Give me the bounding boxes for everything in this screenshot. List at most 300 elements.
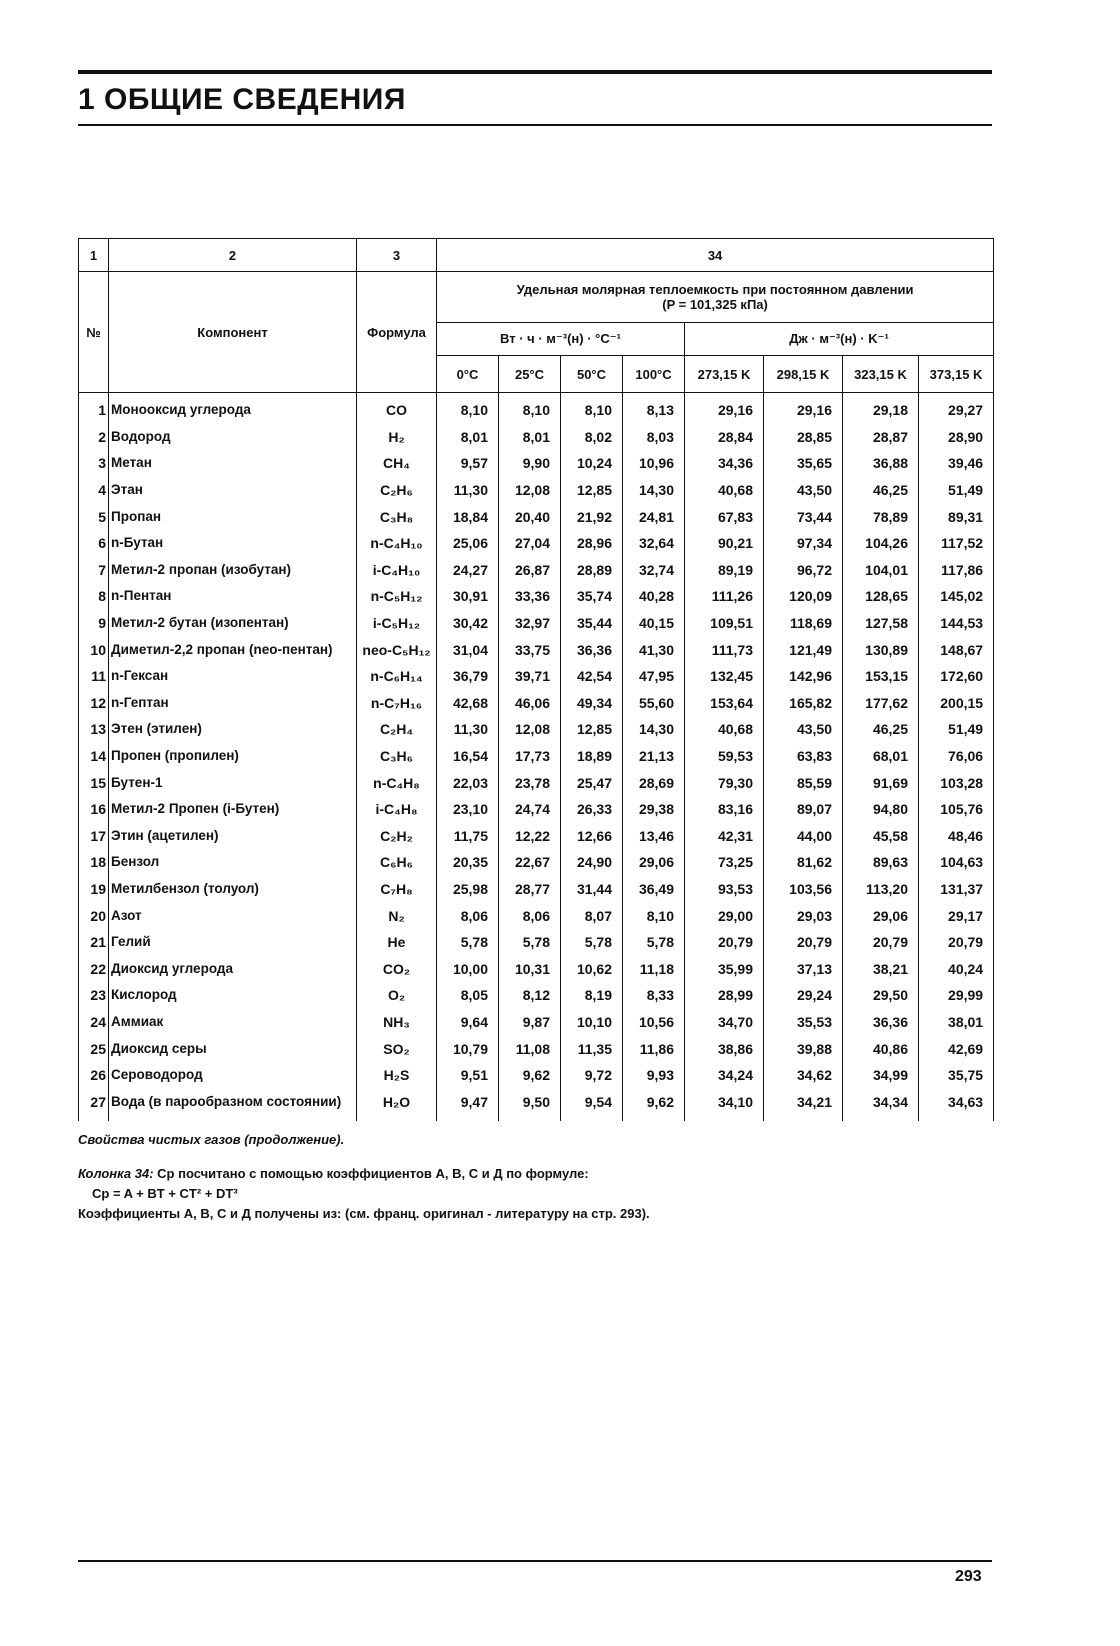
heat-capacity-value: 40,28 — [623, 583, 685, 610]
heat-capacity-value: 8,10 — [561, 393, 623, 424]
properties-table-container — [78, 238, 993, 1121]
table-row — [79, 796, 994, 823]
table-row — [79, 982, 994, 1009]
heat-capacity-value: 103,28 — [919, 769, 994, 796]
heat-capacity-value: 9,64 — [437, 1009, 499, 1036]
heat-capacity-value: 96,72 — [764, 557, 843, 584]
header-group-title: Удельная молярная теплоемкость при постоянном давлении — [516, 282, 914, 297]
row-number: 20 — [79, 902, 109, 929]
table-row — [79, 450, 994, 477]
heat-capacity-value: 28,90 — [919, 424, 994, 451]
heat-capacity-value: 128,65 — [843, 583, 919, 610]
row-number: 8 — [79, 583, 109, 610]
heat-capacity-value: 18,89 — [561, 743, 623, 770]
heat-capacity-value: 9,72 — [561, 1062, 623, 1089]
row-number: 18 — [79, 849, 109, 876]
row-number: 24 — [79, 1009, 109, 1036]
heat-capacity-value: 111,26 — [685, 583, 764, 610]
heat-capacity-value: 10,62 — [561, 955, 623, 982]
component-name: Аммиак — [109, 1009, 357, 1036]
heat-capacity-value: 47,95 — [623, 663, 685, 690]
header-component: Компонент — [109, 272, 357, 393]
row-number: 27 — [79, 1088, 109, 1121]
component-name: Этан — [109, 477, 357, 504]
heat-capacity-value: 35,44 — [561, 610, 623, 637]
heat-capacity-value: 21,13 — [623, 743, 685, 770]
heat-capacity-value: 39,88 — [764, 1035, 843, 1062]
heat-capacity-value: 25,47 — [561, 769, 623, 796]
heat-capacity-value: 18,84 — [437, 503, 499, 530]
header-heat-capacity-group — [437, 272, 994, 323]
heat-capacity-value: 83,16 — [685, 796, 764, 823]
heat-capacity-value: 9,93 — [623, 1062, 685, 1089]
row-number: 12 — [79, 690, 109, 717]
heat-capacity-value: 34,21 — [764, 1088, 843, 1121]
heat-capacity-value: 33,36 — [499, 583, 561, 610]
heat-capacity-value: 11,75 — [437, 823, 499, 850]
chemical-formula: H₂O — [357, 1088, 437, 1121]
heat-capacity-value: 8,02 — [561, 424, 623, 451]
heat-capacity-value: 20,79 — [685, 929, 764, 956]
heat-capacity-value: 29,06 — [623, 849, 685, 876]
chemical-formula: i-C₄H₈ — [357, 796, 437, 823]
heat-capacity-value: 8,33 — [623, 982, 685, 1009]
header-temp: 100°C — [623, 356, 685, 393]
chemical-formula: C₂H₆ — [357, 477, 437, 504]
notes-section — [78, 1130, 993, 1224]
component-name: Диоксид углерода — [109, 955, 357, 982]
heat-capacity-value: 34,63 — [919, 1088, 994, 1121]
heat-capacity-value: 89,63 — [843, 849, 919, 876]
heat-capacity-value: 73,44 — [764, 503, 843, 530]
heat-capacity-value: 8,13 — [623, 393, 685, 424]
chemical-formula: CH₄ — [357, 450, 437, 477]
heat-capacity-value: 35,53 — [764, 1009, 843, 1036]
heat-capacity-value: 81,62 — [764, 849, 843, 876]
heat-capacity-value: 24,90 — [561, 849, 623, 876]
heat-capacity-value: 36,36 — [843, 1009, 919, 1036]
heat-capacity-value: 22,67 — [499, 849, 561, 876]
heat-capacity-value: 44,00 — [764, 823, 843, 850]
row-number: 3 — [79, 450, 109, 477]
heat-capacity-value: 11,30 — [437, 716, 499, 743]
component-name: Метан — [109, 450, 357, 477]
component-name: Метил-2 пропан (изобутан) — [109, 557, 357, 584]
heat-capacity-value: 12,85 — [561, 716, 623, 743]
heat-capacity-value: 20,40 — [499, 503, 561, 530]
row-number: 21 — [79, 929, 109, 956]
heat-capacity-value: 9,51 — [437, 1062, 499, 1089]
row-number: 13 — [79, 716, 109, 743]
table-row — [79, 1088, 994, 1121]
heat-capacity-value: 39,46 — [919, 450, 994, 477]
heat-capacity-value: 31,04 — [437, 636, 499, 663]
heat-capacity-value: 42,69 — [919, 1035, 994, 1062]
row-number: 22 — [79, 955, 109, 982]
table-body — [79, 393, 994, 1122]
heat-capacity-value: 9,54 — [561, 1088, 623, 1121]
heat-capacity-value: 10,00 — [437, 955, 499, 982]
table-row — [79, 530, 994, 557]
heat-capacity-value: 42,54 — [561, 663, 623, 690]
table-row — [79, 823, 994, 850]
heat-capacity-value: 130,89 — [843, 636, 919, 663]
row-number: 15 — [79, 769, 109, 796]
row-number: 16 — [79, 796, 109, 823]
heat-capacity-value: 41,30 — [623, 636, 685, 663]
heat-capacity-value: 28,85 — [764, 424, 843, 451]
heat-capacity-value: 118,69 — [764, 610, 843, 637]
heat-capacity-value: 103,56 — [764, 876, 843, 903]
heat-capacity-value: 29,38 — [623, 796, 685, 823]
col-number-1: 1 — [79, 239, 109, 272]
header-temp: 50°C — [561, 356, 623, 393]
heat-capacity-value: 68,01 — [843, 743, 919, 770]
heat-capacity-value: 31,44 — [561, 876, 623, 903]
heat-capacity-value: 89,19 — [685, 557, 764, 584]
heat-capacity-value: 43,50 — [764, 716, 843, 743]
heat-capacity-value: 36,36 — [561, 636, 623, 663]
heat-capacity-value: 131,37 — [919, 876, 994, 903]
heat-capacity-value: 10,79 — [437, 1035, 499, 1062]
heat-capacity-value: 177,62 — [843, 690, 919, 717]
table-row — [79, 769, 994, 796]
heat-capacity-value: 25,06 — [437, 530, 499, 557]
heat-capacity-value: 10,10 — [561, 1009, 623, 1036]
table-row — [79, 849, 994, 876]
header-bottom-rule — [78, 124, 992, 126]
footer-rule — [78, 1560, 992, 1562]
component-name: Сероводород — [109, 1062, 357, 1089]
row-number: 25 — [79, 1035, 109, 1062]
heat-capacity-value: 24,81 — [623, 503, 685, 530]
heat-capacity-value: 8,03 — [623, 424, 685, 451]
heat-capacity-value: 25,98 — [437, 876, 499, 903]
heat-capacity-value: 8,10 — [499, 393, 561, 424]
row-number: 19 — [79, 876, 109, 903]
heat-capacity-value: 9,50 — [499, 1088, 561, 1121]
heat-capacity-value: 67,83 — [685, 503, 764, 530]
heat-capacity-value: 8,19 — [561, 982, 623, 1009]
header-temp: 273,15 K — [685, 356, 764, 393]
table-row — [79, 902, 994, 929]
heat-capacity-value: 40,86 — [843, 1035, 919, 1062]
heat-capacity-value: 12,08 — [499, 477, 561, 504]
heat-capacity-value: 85,59 — [764, 769, 843, 796]
heat-capacity-value: 34,62 — [764, 1062, 843, 1089]
heat-capacity-value: 24,27 — [437, 557, 499, 584]
column-34-note — [78, 1164, 993, 1184]
chemical-formula: n-C₄H₈ — [357, 769, 437, 796]
heat-capacity-value: 113,20 — [843, 876, 919, 903]
row-number: 23 — [79, 982, 109, 1009]
heat-capacity-value: 9,62 — [499, 1062, 561, 1089]
table-row — [79, 743, 994, 770]
chemical-formula: O₂ — [357, 982, 437, 1009]
heat-capacity-value: 36,79 — [437, 663, 499, 690]
heat-capacity-value: 23,78 — [499, 769, 561, 796]
heat-capacity-value: 127,58 — [843, 610, 919, 637]
header-temp: 373,15 K — [919, 356, 994, 393]
heat-capacity-value: 28,77 — [499, 876, 561, 903]
heat-capacity-value: 34,99 — [843, 1062, 919, 1089]
chemical-formula: C₃H₆ — [357, 743, 437, 770]
heat-capacity-value: 35,99 — [685, 955, 764, 982]
col-number-34: 34 — [437, 239, 994, 272]
heat-capacity-value: 34,70 — [685, 1009, 764, 1036]
heat-capacity-value: 5,78 — [561, 929, 623, 956]
chemical-formula: He — [357, 929, 437, 956]
heat-capacity-value: 120,09 — [764, 583, 843, 610]
heat-capacity-value: 12,08 — [499, 716, 561, 743]
header-temp: 0°C — [437, 356, 499, 393]
heat-capacity-value: 14,30 — [623, 477, 685, 504]
heat-capacity-value: 32,74 — [623, 557, 685, 584]
col-number-2: 2 — [109, 239, 357, 272]
chemical-formula: i-C₄H₁₀ — [357, 557, 437, 584]
heat-capacity-value: 59,53 — [685, 743, 764, 770]
table-row — [79, 929, 994, 956]
coefficients-source: Коэффициенты A, B, C и Д получены из: (см. франц. оригинал - литературу на стр. 293). — [78, 1206, 650, 1221]
chemical-formula: n-C₆H₁₄ — [357, 663, 437, 690]
header-formula: Формула — [357, 272, 437, 393]
heat-capacity-value: 104,26 — [843, 530, 919, 557]
heat-capacity-value: 34,24 — [685, 1062, 764, 1089]
heat-capacity-value: 29,16 — [685, 393, 764, 424]
component-name: Бутен-1 — [109, 769, 357, 796]
cp-formula: Cp = A + BT + CT² + DT³ — [92, 1186, 238, 1201]
heat-capacity-value: 90,21 — [685, 530, 764, 557]
heat-capacity-value: 55,60 — [623, 690, 685, 717]
component-name: Гелий — [109, 929, 357, 956]
heat-capacity-value: 51,49 — [919, 477, 994, 504]
heat-capacity-value: 40,24 — [919, 955, 994, 982]
heat-capacity-value: 148,67 — [919, 636, 994, 663]
heat-capacity-value: 40,68 — [685, 716, 764, 743]
heat-capacity-value: 13,46 — [623, 823, 685, 850]
heat-capacity-value: 89,07 — [764, 796, 843, 823]
heat-capacity-value: 12,85 — [561, 477, 623, 504]
heat-capacity-value: 200,15 — [919, 690, 994, 717]
component-name: n-Пентан — [109, 583, 357, 610]
table-row — [79, 955, 994, 982]
component-name: Монооксид углерода — [109, 393, 357, 424]
component-name: n-Гексан — [109, 663, 357, 690]
heat-capacity-value: 76,06 — [919, 743, 994, 770]
heat-capacity-value: 21,92 — [561, 503, 623, 530]
heat-capacity-value: 5,78 — [623, 929, 685, 956]
header-unit-wh: Вт · ч · м⁻³(н) · °C⁻¹ — [437, 323, 685, 356]
chemical-formula: i-C₅H₁₂ — [357, 610, 437, 637]
heat-capacity-value: 29,03 — [764, 902, 843, 929]
heat-capacity-value: 32,64 — [623, 530, 685, 557]
heat-capacity-value: 28,84 — [685, 424, 764, 451]
heat-capacity-value: 28,87 — [843, 424, 919, 451]
component-name: Метилбензол (толуол) — [109, 876, 357, 903]
heat-capacity-value: 117,52 — [919, 530, 994, 557]
heat-capacity-value: 35,65 — [764, 450, 843, 477]
chemical-formula: CO — [357, 393, 437, 424]
table-row — [79, 393, 994, 424]
table-row — [79, 583, 994, 610]
column-34-label: Колонка 34: — [78, 1166, 154, 1181]
row-number: 6 — [79, 530, 109, 557]
component-name: Вода (в парообразном состоянии) — [109, 1088, 357, 1121]
component-name: Этин (ацетилен) — [109, 823, 357, 850]
table-row — [79, 690, 994, 717]
heat-capacity-value: 11,30 — [437, 477, 499, 504]
heat-capacity-value: 36,49 — [623, 876, 685, 903]
component-name: Пропан — [109, 503, 357, 530]
table-row — [79, 477, 994, 504]
heat-capacity-value: 94,80 — [843, 796, 919, 823]
heat-capacity-value: 9,87 — [499, 1009, 561, 1036]
heat-capacity-value: 20,79 — [764, 929, 843, 956]
component-name: Этен (этилен) — [109, 716, 357, 743]
heat-capacity-value: 153,15 — [843, 663, 919, 690]
heat-capacity-value: 8,01 — [437, 424, 499, 451]
heat-capacity-value: 26,33 — [561, 796, 623, 823]
page-heading: 1 ОБЩИЕ СВЕДЕНИЯ — [78, 83, 406, 116]
component-name: Азот — [109, 902, 357, 929]
row-number: 9 — [79, 610, 109, 637]
heat-capacity-value: 45,58 — [843, 823, 919, 850]
header-temp: 298,15 K — [764, 356, 843, 393]
component-name: Водород — [109, 424, 357, 451]
heat-capacity-value: 28,69 — [623, 769, 685, 796]
heat-capacity-value: 16,54 — [437, 743, 499, 770]
heat-capacity-value: 111,73 — [685, 636, 764, 663]
chemical-formula: H₂S — [357, 1062, 437, 1089]
heat-capacity-value: 89,31 — [919, 503, 994, 530]
table-row — [79, 424, 994, 451]
heat-capacity-value: 10,24 — [561, 450, 623, 477]
chemical-formula: NH₃ — [357, 1009, 437, 1036]
table-row — [79, 503, 994, 530]
heat-capacity-value: 10,56 — [623, 1009, 685, 1036]
heat-capacity-value: 33,75 — [499, 636, 561, 663]
heat-capacity-value: 132,45 — [685, 663, 764, 690]
heat-capacity-value: 28,96 — [561, 530, 623, 557]
chemical-formula: C₂H₄ — [357, 716, 437, 743]
heat-capacity-value: 5,78 — [499, 929, 561, 956]
header-group-subtitle: (P = 101,325 кПа) — [662, 297, 768, 312]
header-temp: 25°C — [499, 356, 561, 393]
heat-capacity-value: 27,04 — [499, 530, 561, 557]
table-caption: Свойства чистых газов (продолжение). — [78, 1132, 345, 1147]
heat-capacity-value: 29,00 — [685, 902, 764, 929]
table-row — [79, 636, 994, 663]
heat-capacity-value: 78,89 — [843, 503, 919, 530]
heat-capacity-value: 40,68 — [685, 477, 764, 504]
heat-capacity-value: 14,30 — [623, 716, 685, 743]
row-number: 5 — [79, 503, 109, 530]
component-name: Диоксид серы — [109, 1035, 357, 1062]
chemical-formula: N₂ — [357, 902, 437, 929]
heat-capacity-value: 40,15 — [623, 610, 685, 637]
heat-capacity-value: 10,31 — [499, 955, 561, 982]
table-row — [79, 876, 994, 903]
chemical-formula: C₂H₂ — [357, 823, 437, 850]
header-unit-joule: Дж · м⁻³(н) · K⁻¹ — [685, 323, 994, 356]
heat-capacity-value: 144,53 — [919, 610, 994, 637]
heat-capacity-value: 9,62 — [623, 1088, 685, 1121]
row-number: 4 — [79, 477, 109, 504]
table-row — [79, 716, 994, 743]
heat-capacity-value: 29,24 — [764, 982, 843, 1009]
row-number: 26 — [79, 1062, 109, 1089]
row-number: 10 — [79, 636, 109, 663]
component-name: Метил-2 бутан (изопентан) — [109, 610, 357, 637]
heat-capacity-value: 49,34 — [561, 690, 623, 717]
heat-capacity-value: 145,02 — [919, 583, 994, 610]
heat-capacity-value: 29,06 — [843, 902, 919, 929]
heat-capacity-value: 46,06 — [499, 690, 561, 717]
heat-capacity-value: 63,83 — [764, 743, 843, 770]
heat-capacity-value: 11,86 — [623, 1035, 685, 1062]
header-top-rule — [78, 70, 992, 74]
header-no: № — [79, 272, 109, 393]
heat-capacity-value: 20,79 — [919, 929, 994, 956]
component-name: Бензол — [109, 849, 357, 876]
column-34-text: Cp посчитано с помощью коэффициентов A, B, C и Д по формуле: — [157, 1166, 589, 1181]
heat-capacity-value: 97,34 — [764, 530, 843, 557]
heat-capacity-value: 39,71 — [499, 663, 561, 690]
heat-capacity-value: 11,18 — [623, 955, 685, 982]
heat-capacity-value: 43,50 — [764, 477, 843, 504]
component-name: Метил-2 Пропен (i-Бутен) — [109, 796, 357, 823]
chemical-formula: C₇H₈ — [357, 876, 437, 903]
heat-capacity-value: 35,75 — [919, 1062, 994, 1089]
heat-capacity-value: 38,21 — [843, 955, 919, 982]
header-temp: 323,15 K — [843, 356, 919, 393]
heat-capacity-value: 11,08 — [499, 1035, 561, 1062]
heat-capacity-value: 12,66 — [561, 823, 623, 850]
heat-capacity-value: 8,10 — [437, 393, 499, 424]
chemical-formula: n-C₅H₁₂ — [357, 583, 437, 610]
table-row — [79, 557, 994, 584]
heat-capacity-value: 10,96 — [623, 450, 685, 477]
table-row — [79, 663, 994, 690]
page-number: 293 — [955, 1568, 982, 1585]
heat-capacity-value: 153,64 — [685, 690, 764, 717]
row-number: 11 — [79, 663, 109, 690]
row-number: 2 — [79, 424, 109, 451]
heat-capacity-value: 24,74 — [499, 796, 561, 823]
heat-capacity-value: 42,31 — [685, 823, 764, 850]
heat-capacity-value: 109,51 — [685, 610, 764, 637]
heat-capacity-value: 104,63 — [919, 849, 994, 876]
heat-capacity-value: 172,60 — [919, 663, 994, 690]
heat-capacity-value: 17,73 — [499, 743, 561, 770]
heat-capacity-value: 9,90 — [499, 450, 561, 477]
heat-capacity-value: 8,01 — [499, 424, 561, 451]
heat-capacity-value: 34,36 — [685, 450, 764, 477]
heat-capacity-value: 29,50 — [843, 982, 919, 1009]
row-number: 1 — [79, 393, 109, 424]
heat-capacity-value: 34,10 — [685, 1088, 764, 1121]
component-name: Диметил-2,2 пропан (neo-пентан) — [109, 636, 357, 663]
heat-capacity-value: 38,01 — [919, 1009, 994, 1036]
heat-capacity-value: 105,76 — [919, 796, 994, 823]
gas-heat-capacity-table — [78, 238, 994, 1121]
heat-capacity-value: 37,13 — [764, 955, 843, 982]
heat-capacity-value: 8,06 — [437, 902, 499, 929]
heat-capacity-value: 28,99 — [685, 982, 764, 1009]
table-row — [79, 1009, 994, 1036]
heat-capacity-value: 9,47 — [437, 1088, 499, 1121]
heat-capacity-value: 79,30 — [685, 769, 764, 796]
